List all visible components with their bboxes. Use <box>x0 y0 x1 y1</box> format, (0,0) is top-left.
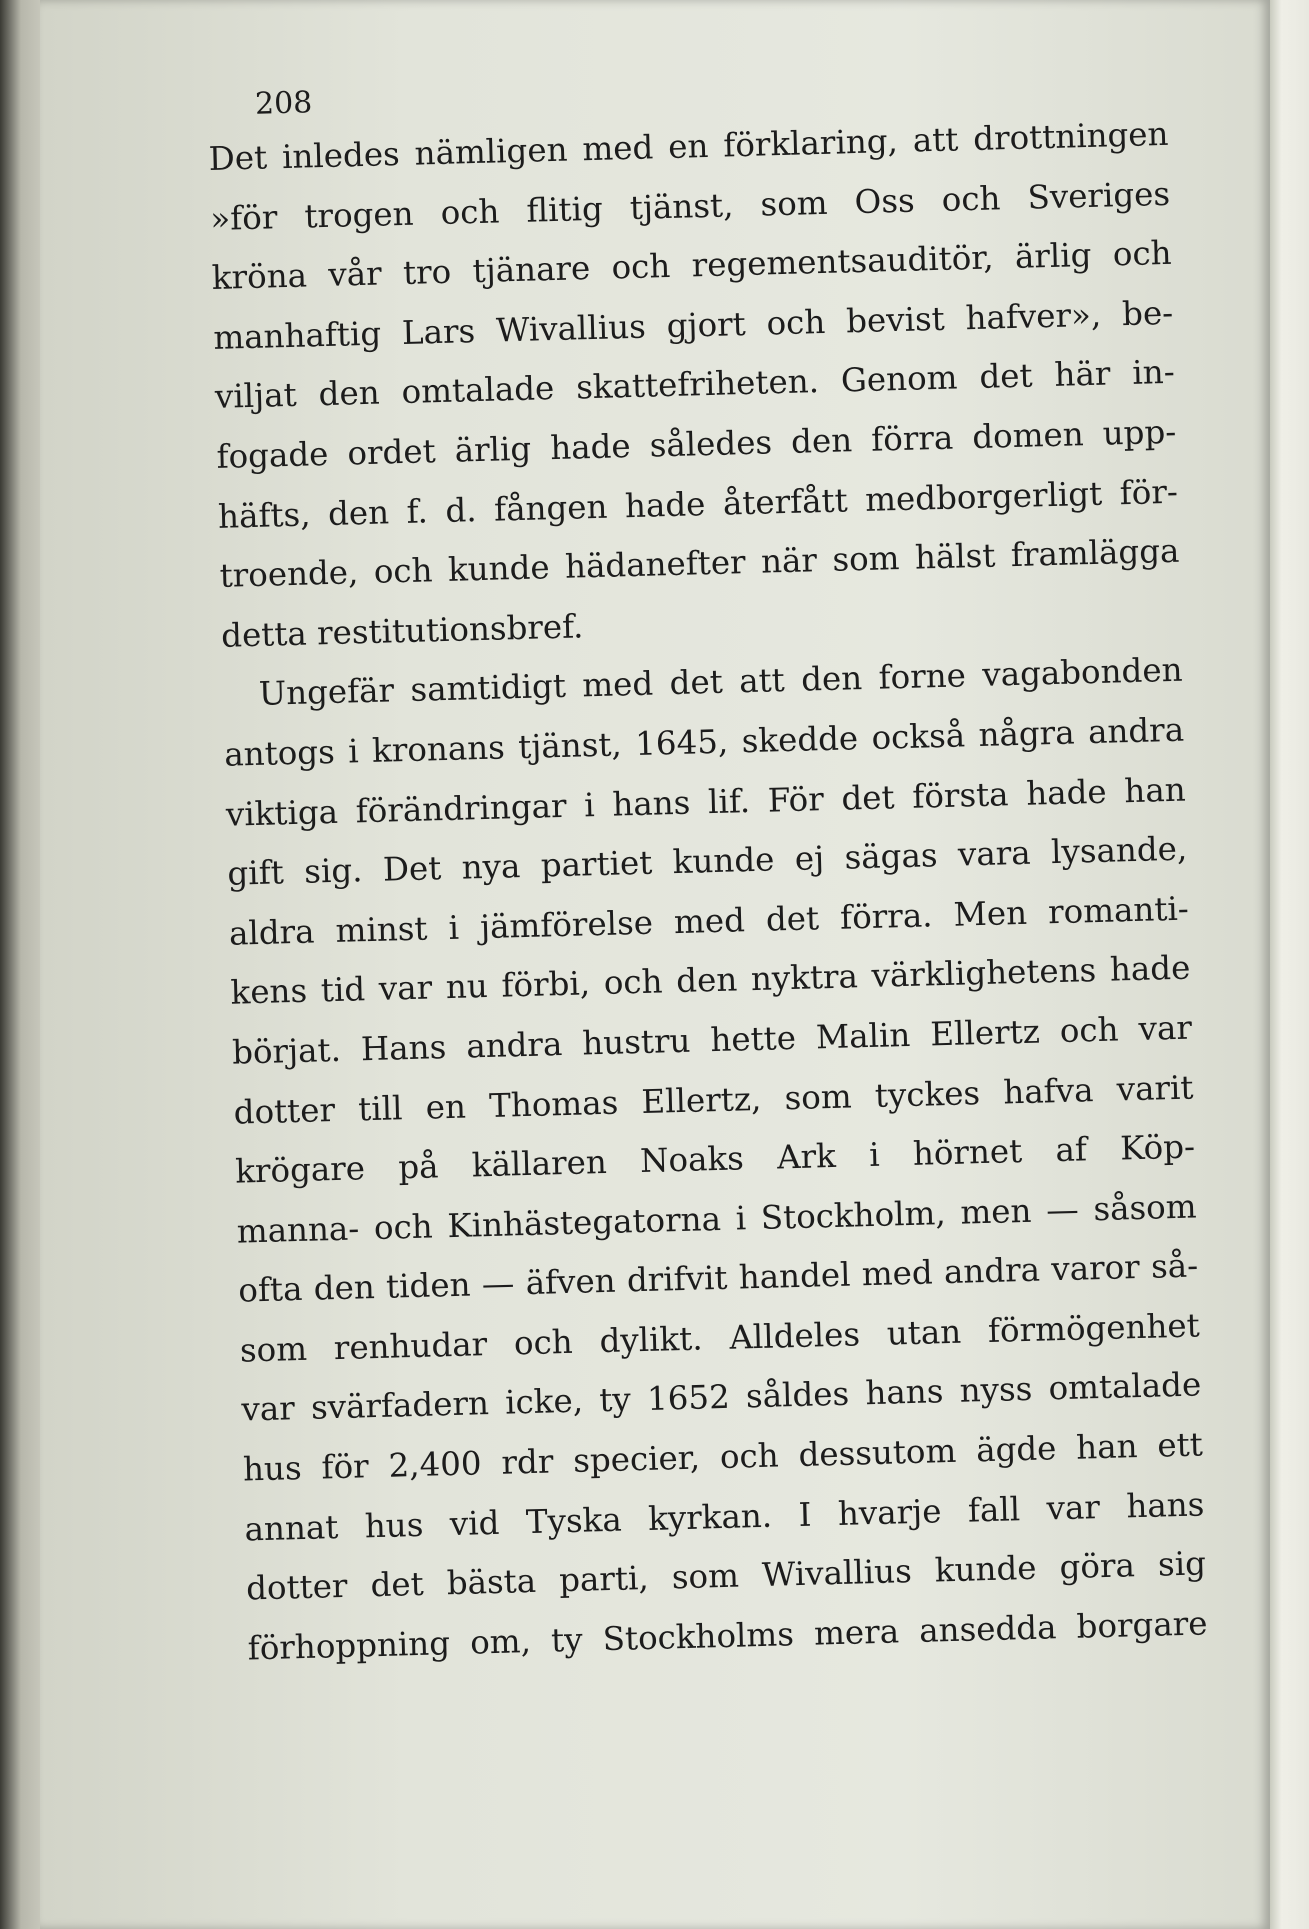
text-line: manhaftig Lars Wivallius gjort och bevist hafver», be- <box>212 293 1174 357</box>
text-line: som renhudar och dylikt. Alldeles utan förmögenhet <box>239 1306 1201 1370</box>
text-line: annat hus vid Tyska kyrkan. I hvarje fall var hans <box>244 1485 1205 1549</box>
text-line: Ungefär samtidigt med det att den forne vagabonden <box>258 651 1183 714</box>
text-line: ofta den tiden — äfven drifvit handel med andra varor så- <box>237 1246 1199 1310</box>
text-line: troende, och kunde hädanefter när som hälst framlägga <box>219 531 1180 595</box>
text-line: fogade ordet ärlig hade således den förra domen upp- <box>216 412 1177 476</box>
text-line: Det inledes nämligen med en förklaring, att drottningen <box>208 114 1169 178</box>
text-line: viktiga förändringar i hans lif. För det första hade han <box>225 770 1187 834</box>
text-line: antogs i kronans tjänst, 1645, skedde också några andra <box>223 710 1185 774</box>
text-line: manna- och Kinhästegatorna i Stockholm, men — såsom <box>236 1187 1198 1251</box>
text-line: börjat. Hans andra hustru hette Malin Ellertz och var <box>231 1008 1193 1072</box>
text-line: krögare på källaren Noaks Ark i hörnet af Köp- <box>234 1127 1196 1191</box>
book-right-edge <box>1270 0 1309 1929</box>
text-line: kröna vår tro tjänare och regementsauditör, ärlig och <box>211 234 1173 298</box>
text-line: var svärfadern icke, ty 1652 såldes hans nyss omtalade <box>241 1365 1202 1430</box>
page-number: 208 <box>254 85 313 122</box>
text-line: »för trogen och flitig tjänst, som Oss och Sveriges <box>209 174 1171 238</box>
body-text <box>208 105 1208 1679</box>
text-line: hus för 2,400 rdr specier, och dessutom ägde han ett <box>242 1425 1204 1489</box>
text-line: förhoppning om, ty Stockholms mera ansedda borgare <box>247 1604 1208 1668</box>
text-line: dotter till en Thomas Ellertz, som tyckes hafva varit <box>233 1068 1194 1132</box>
text-line: kens tid var nu förbi, och den nyktra värklighetens hade <box>230 948 1191 1013</box>
text-line: häfts, den f. d. fången hade återfått medborgerligt för- <box>217 472 1179 536</box>
text-line: viljat den omtalade skattefriheten. Genom det här in- <box>214 353 1176 417</box>
text-line: gift sig. Det nya partiet kunde ej sägas vara lysande, <box>226 829 1188 893</box>
text-line: dotter det bästa parti, som Wivallius kunde göra sig <box>245 1544 1207 1608</box>
text-line: detta restitutionsbref. <box>220 607 584 655</box>
text-line: aldra minst i jämförelse med det förra. Men romanti- <box>228 889 1190 953</box>
